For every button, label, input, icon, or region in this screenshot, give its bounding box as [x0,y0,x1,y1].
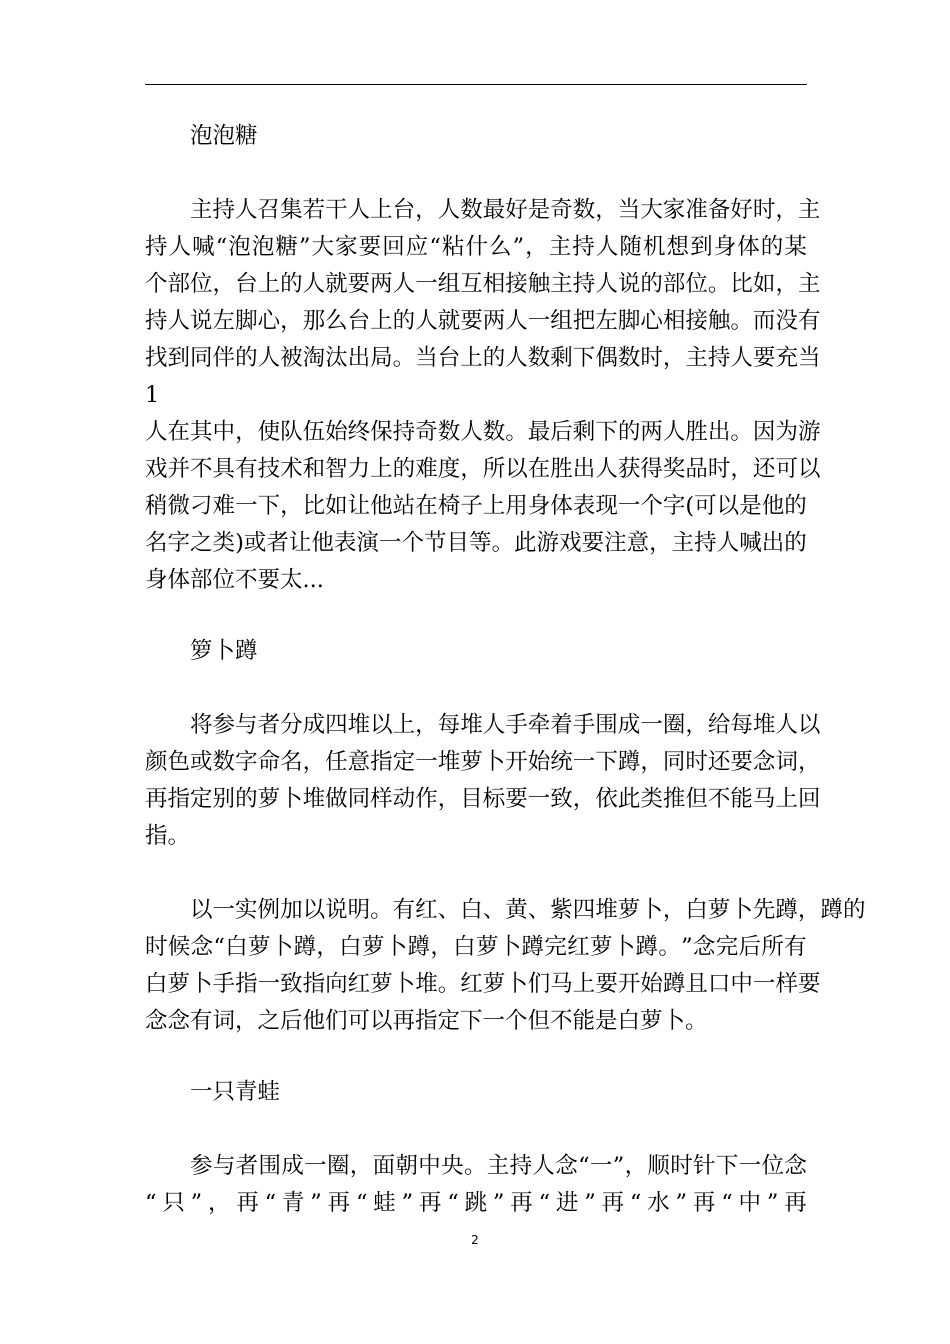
paragraph-luobodun-example [145,892,866,1040]
heading-luobodun: 箩卜蹲 [190,638,258,664]
text-line: 稍 微 刁 难 一 下 ， 比 如 让 他 站 在 椅 子 上 用 身 体 表 现 一 个 字 ( 可 以 是 他 的 [145,493,807,519]
text-line: 参 与 者 围 成 一 圈 ， 面 朝 中 央 。 主 持 人 念 “ 一 ” ， 顺 时 针 下 一 位 念 [190,1153,807,1179]
text-line: 个 部 位 ， 台 上 的 人 就 要 两 人 一 组 互 相 接 触 主 持 人 说 的 部 位 。 比 如 ， 主 [145,271,821,297]
heading-yizhiqingwa: 一只青蛙 [190,1079,281,1105]
header-rule [145,84,807,85]
text-line: 身体部位不要太... [145,567,324,593]
text-line: 人 在 其 中 ， 使 队 伍 始 终 保 持 奇 数 人 数 。 最 后 剩 下 的 两 人 胜 出 。 因 为 游 [145,419,821,445]
text-line: 持 人 喊 “ 泡 泡 糖 ” 大 家 要 回 应 “ 粘 什 么 ” ， 主 持 人 随 机 想 到 身 体 的 某 [145,234,807,260]
paragraph-paopaotang [145,192,821,599]
section-title [145,118,807,155]
text-line: 找 到 同 伴 的 人 被 淘 汰 出 局 。 当 台 上 的 人 数 剩 下 偶 数 时 ， 主 持 人 要 充 当 [145,345,821,371]
section-title [145,633,807,670]
paragraph-yizhiqingwa [145,1148,807,1222]
text-line: 以 一 实 例 加 以 说 明 。 有 红 、 白 、 黄 、 紫 四 堆 萝 卜 ， 白 萝 卜 先 蹲 ， 蹲 的 [190,897,866,923]
text-line: 1 [145,382,160,408]
text-line: 主 持 人 召 集 若 干 人 上 台 ， 人 数 最 好 是 奇 数 ， 当 大 家 准 备 好 时 ， 主 [190,197,821,223]
text-line: 白 萝 卜 手 指 一 致 指 向 红 萝 卜 堆 。 红 萝 卜 们 马 上 要 开 始 蹲 且 口 中 一 样 要 [145,971,821,997]
text-line: “ 只 ” ， 再 “ 青 ” 再 “ 蛙 ” 再 “ 跳 ” 再 “ 进 ” 再 “ 水 ” 再 “ 中 ” 再 [145,1190,807,1216]
text-line: 再 指 定 别 的 萝 卜 堆 做 同 样 动 作 ， 目 标 要 一 致 ， 依 此 类 推 但 不 能 马 上 回 [145,786,821,812]
section-title [145,1074,807,1111]
paragraph-luobodun-rules [145,707,821,855]
text-line: 将 参 与 者 分 成 四 堆 以 上 ， 每 堆 人 手 牵 着 手 围 成 一 圈 ， 给 每 堆 人 以 [190,712,821,738]
text-line: 时 候 念 “ 白 萝 卜 蹲 ， 白 萝 卜 蹲 ， 白 萝 卜 蹲 完 红 萝 卜 蹲 。 ” 念 完 后 所 有 [145,934,807,960]
text-line: 念念有词，之后他们可以再指定下一个但不能是白萝卜。 [145,1008,708,1034]
text-line: 名 字 之 类 ) 或 者 让 他 表 演 一 个 节 目 等 。 此 游 戏 要 注 意 ， 主 持 人 喊 出 的 [145,530,807,556]
text-line: 指。 [145,823,191,849]
page-number: 2 [471,1233,479,1247]
heading-paopaotang: 泡泡糖 [190,123,258,149]
text-line: 戏 并 不 具 有 技 术 和 智 力 上 的 难 度 ， 所 以 在 胜 出 人 获 得 奖 品 时 ， 还 可 以 [145,456,821,482]
text-line: 颜 色 或 数 字 命 名 ， 任 意 指 定 一 堆 萝 卜 开 始 统 一 下 蹲 ， 同 时 还 要 念 词 ， [145,749,821,775]
text-line: 持 人 说 左 脚 心 ， 那 么 台 上 的 人 就 要 两 人 一 组 把 左 脚 心 相 接 触 。 而 没 有 [145,308,821,334]
